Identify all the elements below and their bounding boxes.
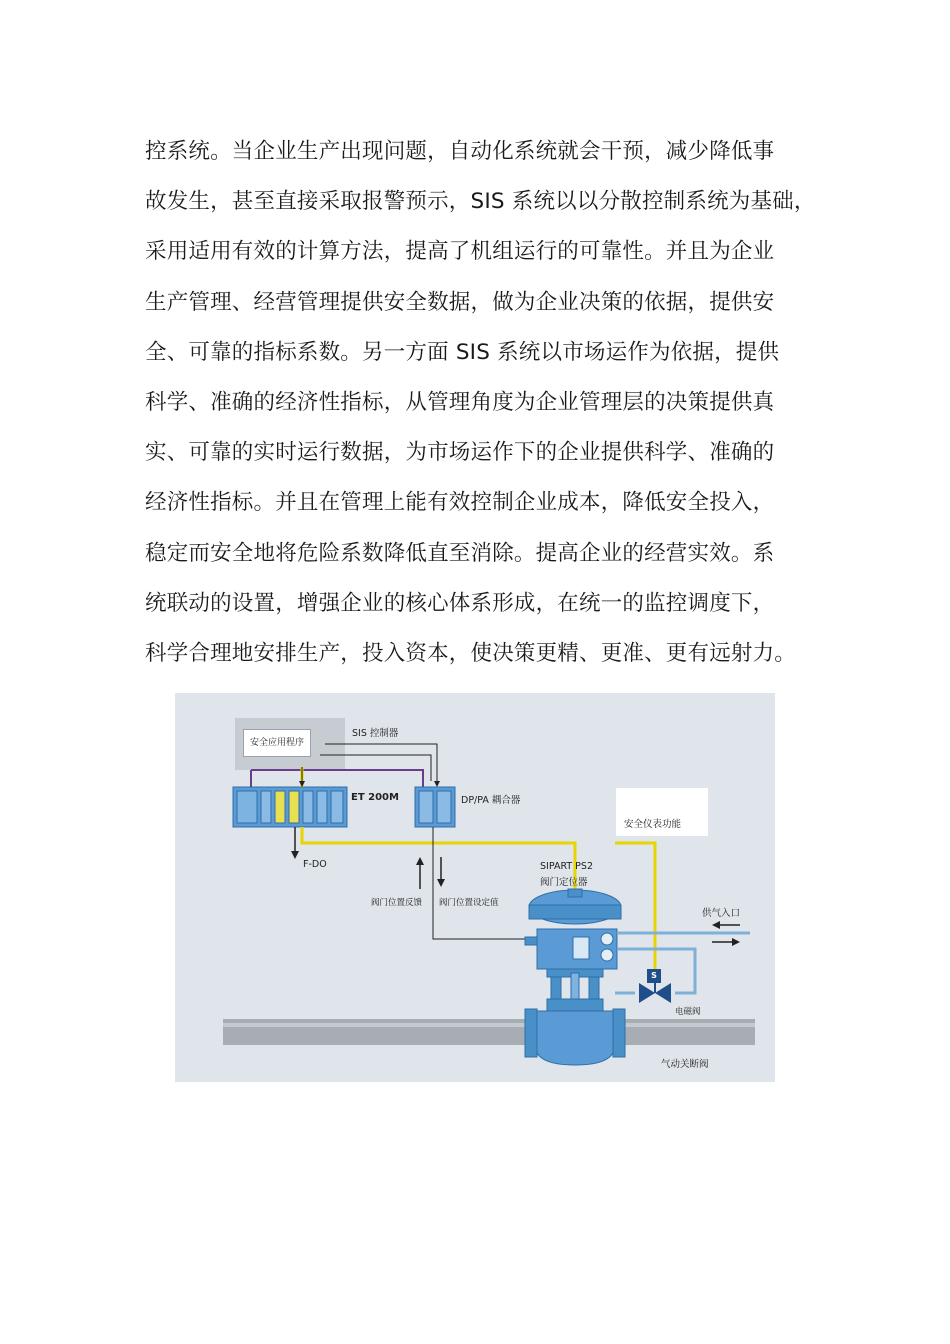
paragraph-line: 经济性指标。并且在管理上能有效控制企业成本，降低安全投入，: [145, 490, 775, 516]
et200m-label: ET 200M: [351, 792, 399, 803]
shutoff-valve-label: 气动关断阀: [661, 1059, 709, 1070]
safety-function-box: [616, 788, 708, 836]
paragraph-line: 采用适用有效的计算方法，提高了机组运行的可靠性。并且为企业: [145, 239, 775, 265]
dp-pa-coupler: [415, 787, 455, 827]
positioner-label: 阀门定位器: [540, 877, 588, 888]
paragraph-line: 控系统。当企业生产出现问题，自动化系统就会干预，减少降低事: [145, 139, 775, 164]
air-supply-label: 供气入口: [702, 908, 741, 919]
feedback-label: 阀门位置反馈: [371, 898, 423, 908]
safety-app-box: 安全应用程序: [243, 729, 311, 757]
sipart-label: SIPART PS2: [540, 861, 593, 872]
sis-diagram: [175, 693, 775, 1082]
paragraph-line: 生产管理、经营管理提供安全数据，做为企业决策的依据，提供安: [145, 289, 775, 315]
paragraph-line: 实、可靠的实时运行数据，为市场运作下的企业提供科学、准确的: [145, 440, 775, 466]
pipe: [223, 1019, 755, 1045]
et200m-rack: [233, 787, 347, 827]
sis-controller-label: SIS 控制器: [352, 728, 399, 739]
solenoid-s-tag: S: [647, 969, 661, 983]
solenoid-label: 电磁阀: [675, 1007, 701, 1017]
paragraph-line: 稳定而安全地将危险系数降低直至消除。提高企业的经营实效。系: [145, 540, 775, 566]
paragraph-line: 全、可靠的指标系数。另一方面 SIS 系统以市场运作为依据，提供: [145, 339, 780, 365]
dp-pa-label: DP/PA 耦合器: [461, 795, 521, 806]
body-paragraph: [145, 127, 845, 679]
safety-function-label: 安全仪表功能: [624, 819, 682, 830]
fdo-label: F-DO: [303, 859, 327, 870]
setpoint-label: 阀门位置设定值: [439, 898, 499, 908]
purple-line: [251, 770, 423, 787]
paragraph-line: 故发生，甚至直接采取报警预示，SIS 系统以以分散控制系统为基础，: [145, 189, 816, 215]
paragraph-line: 科学合理地安排生产，投入资本，使决策更精、更准、更有远射力。: [145, 640, 797, 666]
paragraph-line: 统联动的设置，增强企业的核心体系形成，在统一的监控调度下，: [145, 590, 775, 616]
paragraph-line: 科学、准确的经济性指标，从管理角度为企业管理层的决策提供真: [145, 389, 775, 415]
